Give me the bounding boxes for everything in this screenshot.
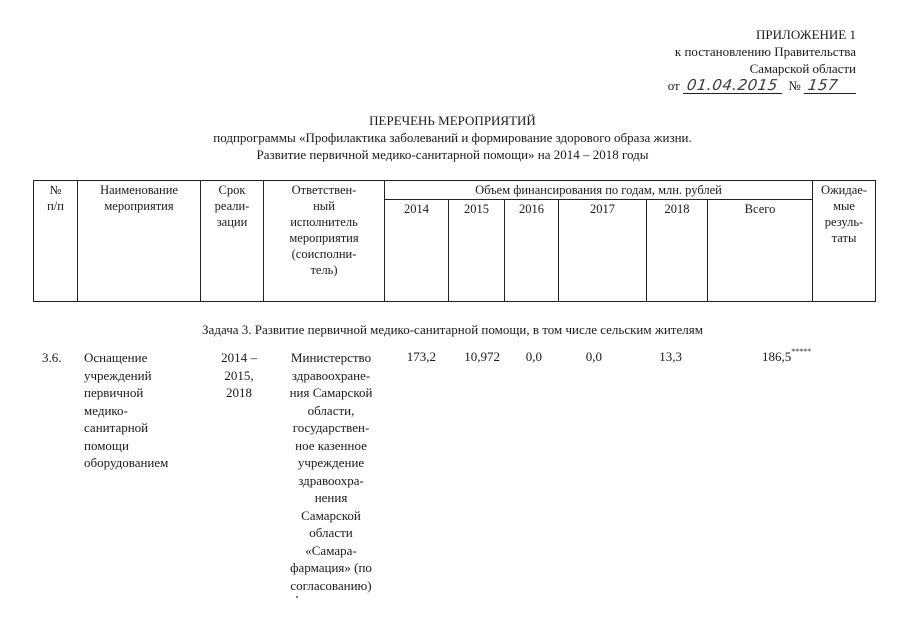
appendix-region: Самарской области bbox=[749, 61, 856, 76]
handwritten-number: 157 bbox=[806, 76, 840, 94]
number-label: № bbox=[788, 78, 801, 93]
value-2017: 0,0 bbox=[585, 349, 602, 364]
header-num: № п/п bbox=[34, 181, 78, 302]
value-2016: 0,0 bbox=[525, 349, 542, 364]
measures-table-header bbox=[33, 180, 876, 302]
document-title bbox=[0, 112, 905, 163]
handwritten-date: 01.04.2015 bbox=[685, 76, 780, 94]
header-results: Ожидае- мые резуль- таты bbox=[813, 181, 876, 302]
header-name: Наименование мероприятия bbox=[78, 181, 201, 302]
header-year-2014: 2014 bbox=[385, 200, 449, 302]
footnote-mark: ***** bbox=[791, 347, 812, 356]
appendix-date-line bbox=[560, 77, 856, 94]
header-funding: Объем финансирования по годам, млн. рублей bbox=[385, 181, 813, 200]
value-total: 186,5***** bbox=[762, 347, 812, 364]
appendix-resolution: к постановлению Правительства bbox=[674, 44, 856, 59]
header-year-2018: 2018 bbox=[647, 200, 708, 302]
header-total: Всего bbox=[708, 200, 813, 302]
title-line-2: подпрограммы «Профилактика заболеваний и формирование здорового образа жизни. bbox=[213, 130, 692, 145]
value-2015: 10,972 bbox=[464, 349, 500, 364]
header-term: Срок реали- зации bbox=[201, 181, 264, 302]
from-label: от bbox=[667, 78, 680, 93]
header-year-2017: 2017 bbox=[559, 200, 647, 302]
title-line-1: ПЕРЕЧЕНЬ МЕРОПРИЯТИЙ bbox=[369, 113, 536, 128]
value-2014: 173,2 bbox=[406, 349, 436, 364]
title-line-3: Развитие первичной медико-санитарной помощи» на 2014 – 2018 годы bbox=[256, 147, 649, 162]
row-term: 2014 – 2015, 2018 bbox=[221, 350, 257, 400]
scan-dot bbox=[296, 596, 298, 598]
task-heading: Задача 3. Развитие первичной медико-санитарной помощи, в том числе сельским жителям bbox=[202, 322, 703, 337]
appendix-title: ПРИЛОЖЕНИЕ 1 bbox=[756, 27, 856, 42]
row-executor: Министерство здравоохране- ния Самарской области, государствен- ное казенное учреждение здравоохра- нения Самарской области «Самара- фармация» (по согласованию) bbox=[289, 350, 373, 593]
header-executor: Ответствен- ный исполнитель мероприятия (соисполни- тель) bbox=[264, 181, 385, 302]
value-2018: 13,3 bbox=[659, 349, 682, 364]
header-year-2015: 2015 bbox=[449, 200, 505, 302]
row-number: 3.6. bbox=[42, 350, 62, 365]
row-name: Оснащение учреждений первичной медико- санитарной помощи оборудованием bbox=[84, 350, 169, 470]
header-year-2016: 2016 bbox=[505, 200, 559, 302]
appendix-block bbox=[560, 26, 856, 94]
